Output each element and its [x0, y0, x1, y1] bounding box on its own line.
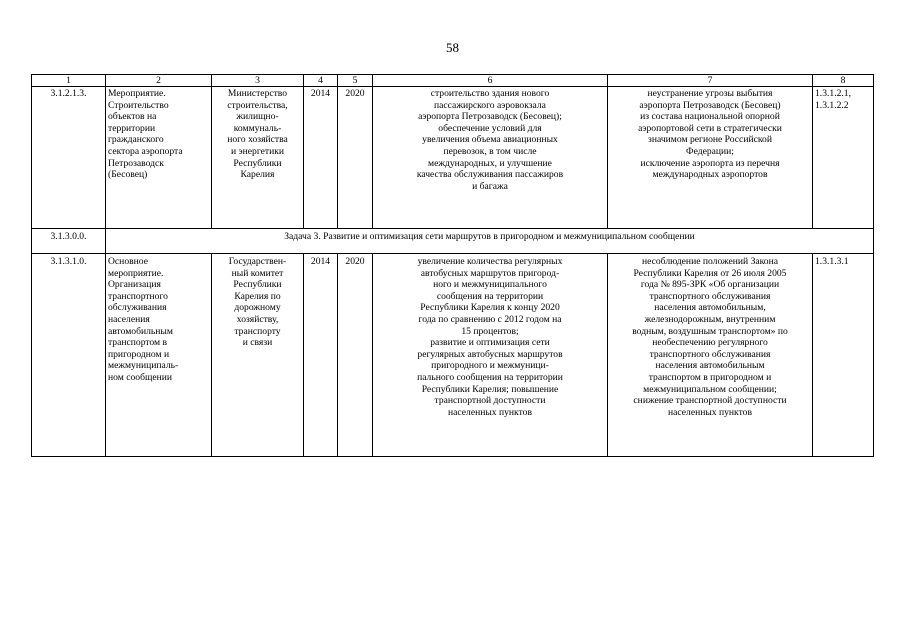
measure-name	[106, 87, 212, 229]
text-line: регулярных автобусных маршрутов	[417, 348, 563, 360]
measure-consequences	[608, 87, 813, 229]
text-line: ного и межмуниципального	[433, 279, 547, 291]
text-line: увеличения объема авиационных	[422, 134, 558, 146]
text-line: строительства,	[227, 99, 288, 111]
text-line: увеличение количества регулярных	[417, 256, 563, 267]
text-line: дорожному	[234, 302, 281, 314]
task-title: Задача 3. Развитие и оптимизация сети маршрутов в пригородном и межмуниципальном сообщении	[106, 229, 874, 254]
text-line: перевозок, в том числе	[443, 145, 537, 157]
measure-result	[373, 254, 608, 457]
measure-code: 3.1.3.1.0.	[32, 254, 106, 457]
text-line: значимом регионе Российской	[648, 134, 772, 146]
text-line: 15 процентов;	[461, 325, 519, 337]
text-line: Строительство	[108, 99, 169, 111]
text-line: транспорту	[234, 325, 281, 337]
header-cell: 6	[373, 75, 608, 87]
text-line: населения автомобильным,	[654, 302, 766, 314]
measures-table	[31, 74, 874, 457]
text-line: 1.3.1.2.1,	[815, 88, 851, 99]
table-row	[32, 87, 874, 229]
text-line: Республики	[233, 279, 282, 291]
text-line: сектора аэропорта	[108, 145, 183, 157]
text-line: сообщения на территории	[436, 290, 544, 302]
text-line: аэропортовой сети в стратегически	[638, 122, 782, 134]
measure-code: 3.1.2.1.3.	[32, 87, 106, 229]
measure-executor	[212, 87, 304, 229]
text-line: населения автомобильным	[655, 360, 765, 372]
text-line: пассажирского аэровокзала	[434, 99, 546, 111]
measure-executor	[212, 254, 304, 457]
header-cell: 3	[212, 75, 304, 87]
text-line: гражданского	[108, 134, 164, 146]
text-line: железнодорожным, внутренним	[644, 313, 776, 325]
page-number: 58	[446, 40, 459, 55]
text-line: Государствен-	[228, 256, 287, 267]
text-line: транспортом в пригородном и	[648, 371, 772, 383]
measure-consequences	[608, 254, 813, 457]
header-cell: 7	[608, 75, 813, 87]
header-cell: 5	[338, 75, 373, 87]
text-line: населения	[108, 313, 150, 325]
text-line: международных аэропортов	[652, 169, 768, 181]
text-line: и связи	[242, 337, 273, 349]
text-line: пального сообщения на территории	[417, 371, 563, 383]
text-line: транспортного	[108, 290, 168, 302]
text-line: ный комитет	[231, 267, 284, 279]
text-line: ном сообщении	[108, 371, 172, 383]
header-row	[32, 75, 874, 87]
text-line: Федерации;	[686, 145, 734, 157]
text-line: аэропорта Петрозаводск (Бесовец)	[639, 99, 781, 111]
text-line: обслуживания	[108, 302, 167, 314]
text-line: хозяйству,	[236, 313, 279, 325]
text-line: 1.3.1.3.1	[815, 256, 849, 267]
header-cell: 4	[304, 75, 338, 87]
text-line: межмуниципаль-	[108, 360, 179, 372]
text-line: Карелия	[240, 169, 275, 181]
text-line: несоблюдение положений Закона	[642, 256, 778, 267]
text-line: и энергетики	[230, 145, 285, 157]
text-line: качества обслуживания пассажиров	[416, 169, 564, 181]
text-line: пригородном и	[108, 348, 170, 360]
measure-end-year: 2020	[338, 87, 373, 229]
text-line: года по сравнению с 2012 годом на	[418, 313, 562, 325]
text-line: коммуналь-	[233, 122, 282, 134]
text-line: ного хозяйства	[227, 134, 288, 146]
text-line: территории	[108, 122, 156, 134]
text-line: автомобильным	[108, 325, 173, 337]
text-line: 1.3.1.2.2	[815, 99, 849, 111]
text-line: пригородного и межмуници-	[431, 360, 549, 372]
text-line: населенных пунктов	[448, 406, 532, 418]
text-line: неустранение угрозы выбытия	[647, 88, 773, 99]
text-line: автобусных маршрутов пригород-	[420, 267, 560, 279]
header-cell: 1	[32, 75, 106, 87]
task-code: 3.1.3.0.0.	[32, 229, 106, 254]
header-cell: 2	[106, 75, 212, 87]
text-line: строительство здания нового	[430, 88, 550, 99]
header-cell: 8	[813, 75, 874, 87]
text-line: Республики Карелия к концу 2020	[420, 302, 560, 314]
text-line: развитие и оптимизация сети	[430, 337, 550, 349]
text-line: Министерство	[227, 88, 288, 99]
text-line: транспортом в	[108, 337, 168, 349]
measure-end-year: 2020	[338, 254, 373, 457]
text-line: жилищно-	[236, 111, 279, 123]
text-line: водным, воздушным транспортом» по	[632, 325, 788, 337]
text-line: Мероприятие.	[108, 88, 166, 99]
text-line: межмуниципальном сообщении;	[643, 383, 777, 395]
text-line: (Бесовец)	[108, 169, 148, 181]
text-line: из состава национальной опорной	[640, 111, 780, 123]
text-line: Карелия по	[234, 290, 281, 302]
text-line: международных, и улучшение	[428, 157, 552, 169]
text-line: транспортной доступности	[434, 395, 546, 407]
measure-result	[373, 87, 608, 229]
text-line: объектов на	[108, 111, 157, 123]
measure-start-year: 2014	[304, 254, 338, 457]
text-line: мероприятие.	[108, 267, 164, 279]
text-line: транспортного обслуживания	[649, 348, 771, 360]
text-line: Республики	[233, 157, 282, 169]
text-line: обеспечение условий для	[438, 122, 542, 134]
text-line: Основное	[108, 256, 148, 267]
text-line: необеспечению регулярного	[652, 337, 768, 349]
text-line: населенных пунктов	[668, 406, 752, 418]
table-row	[32, 254, 874, 457]
text-line: и багажа	[472, 180, 508, 192]
text-line: аэропорта Петрозаводск (Бесовец);	[418, 111, 562, 123]
text-line: исключение аэропорта из перечня	[640, 157, 780, 169]
measure-start-year: 2014	[304, 87, 338, 229]
text-line: Петрозаводск	[108, 157, 164, 169]
measure-indicators	[813, 87, 874, 229]
text-line: Республики Карелия; повышение	[421, 383, 559, 395]
text-line: транспортного обслуживания	[649, 290, 771, 302]
text-line: Республики Карелия от 26 июля 2005	[633, 267, 787, 279]
task-row	[32, 229, 874, 254]
measure-indicators	[813, 254, 874, 457]
measure-name	[106, 254, 212, 457]
text-line: года № 895-ЗРК «Об организации	[640, 279, 780, 291]
text-line: Организация	[108, 279, 161, 291]
text-line: снижение транспортной доступности	[633, 395, 787, 407]
